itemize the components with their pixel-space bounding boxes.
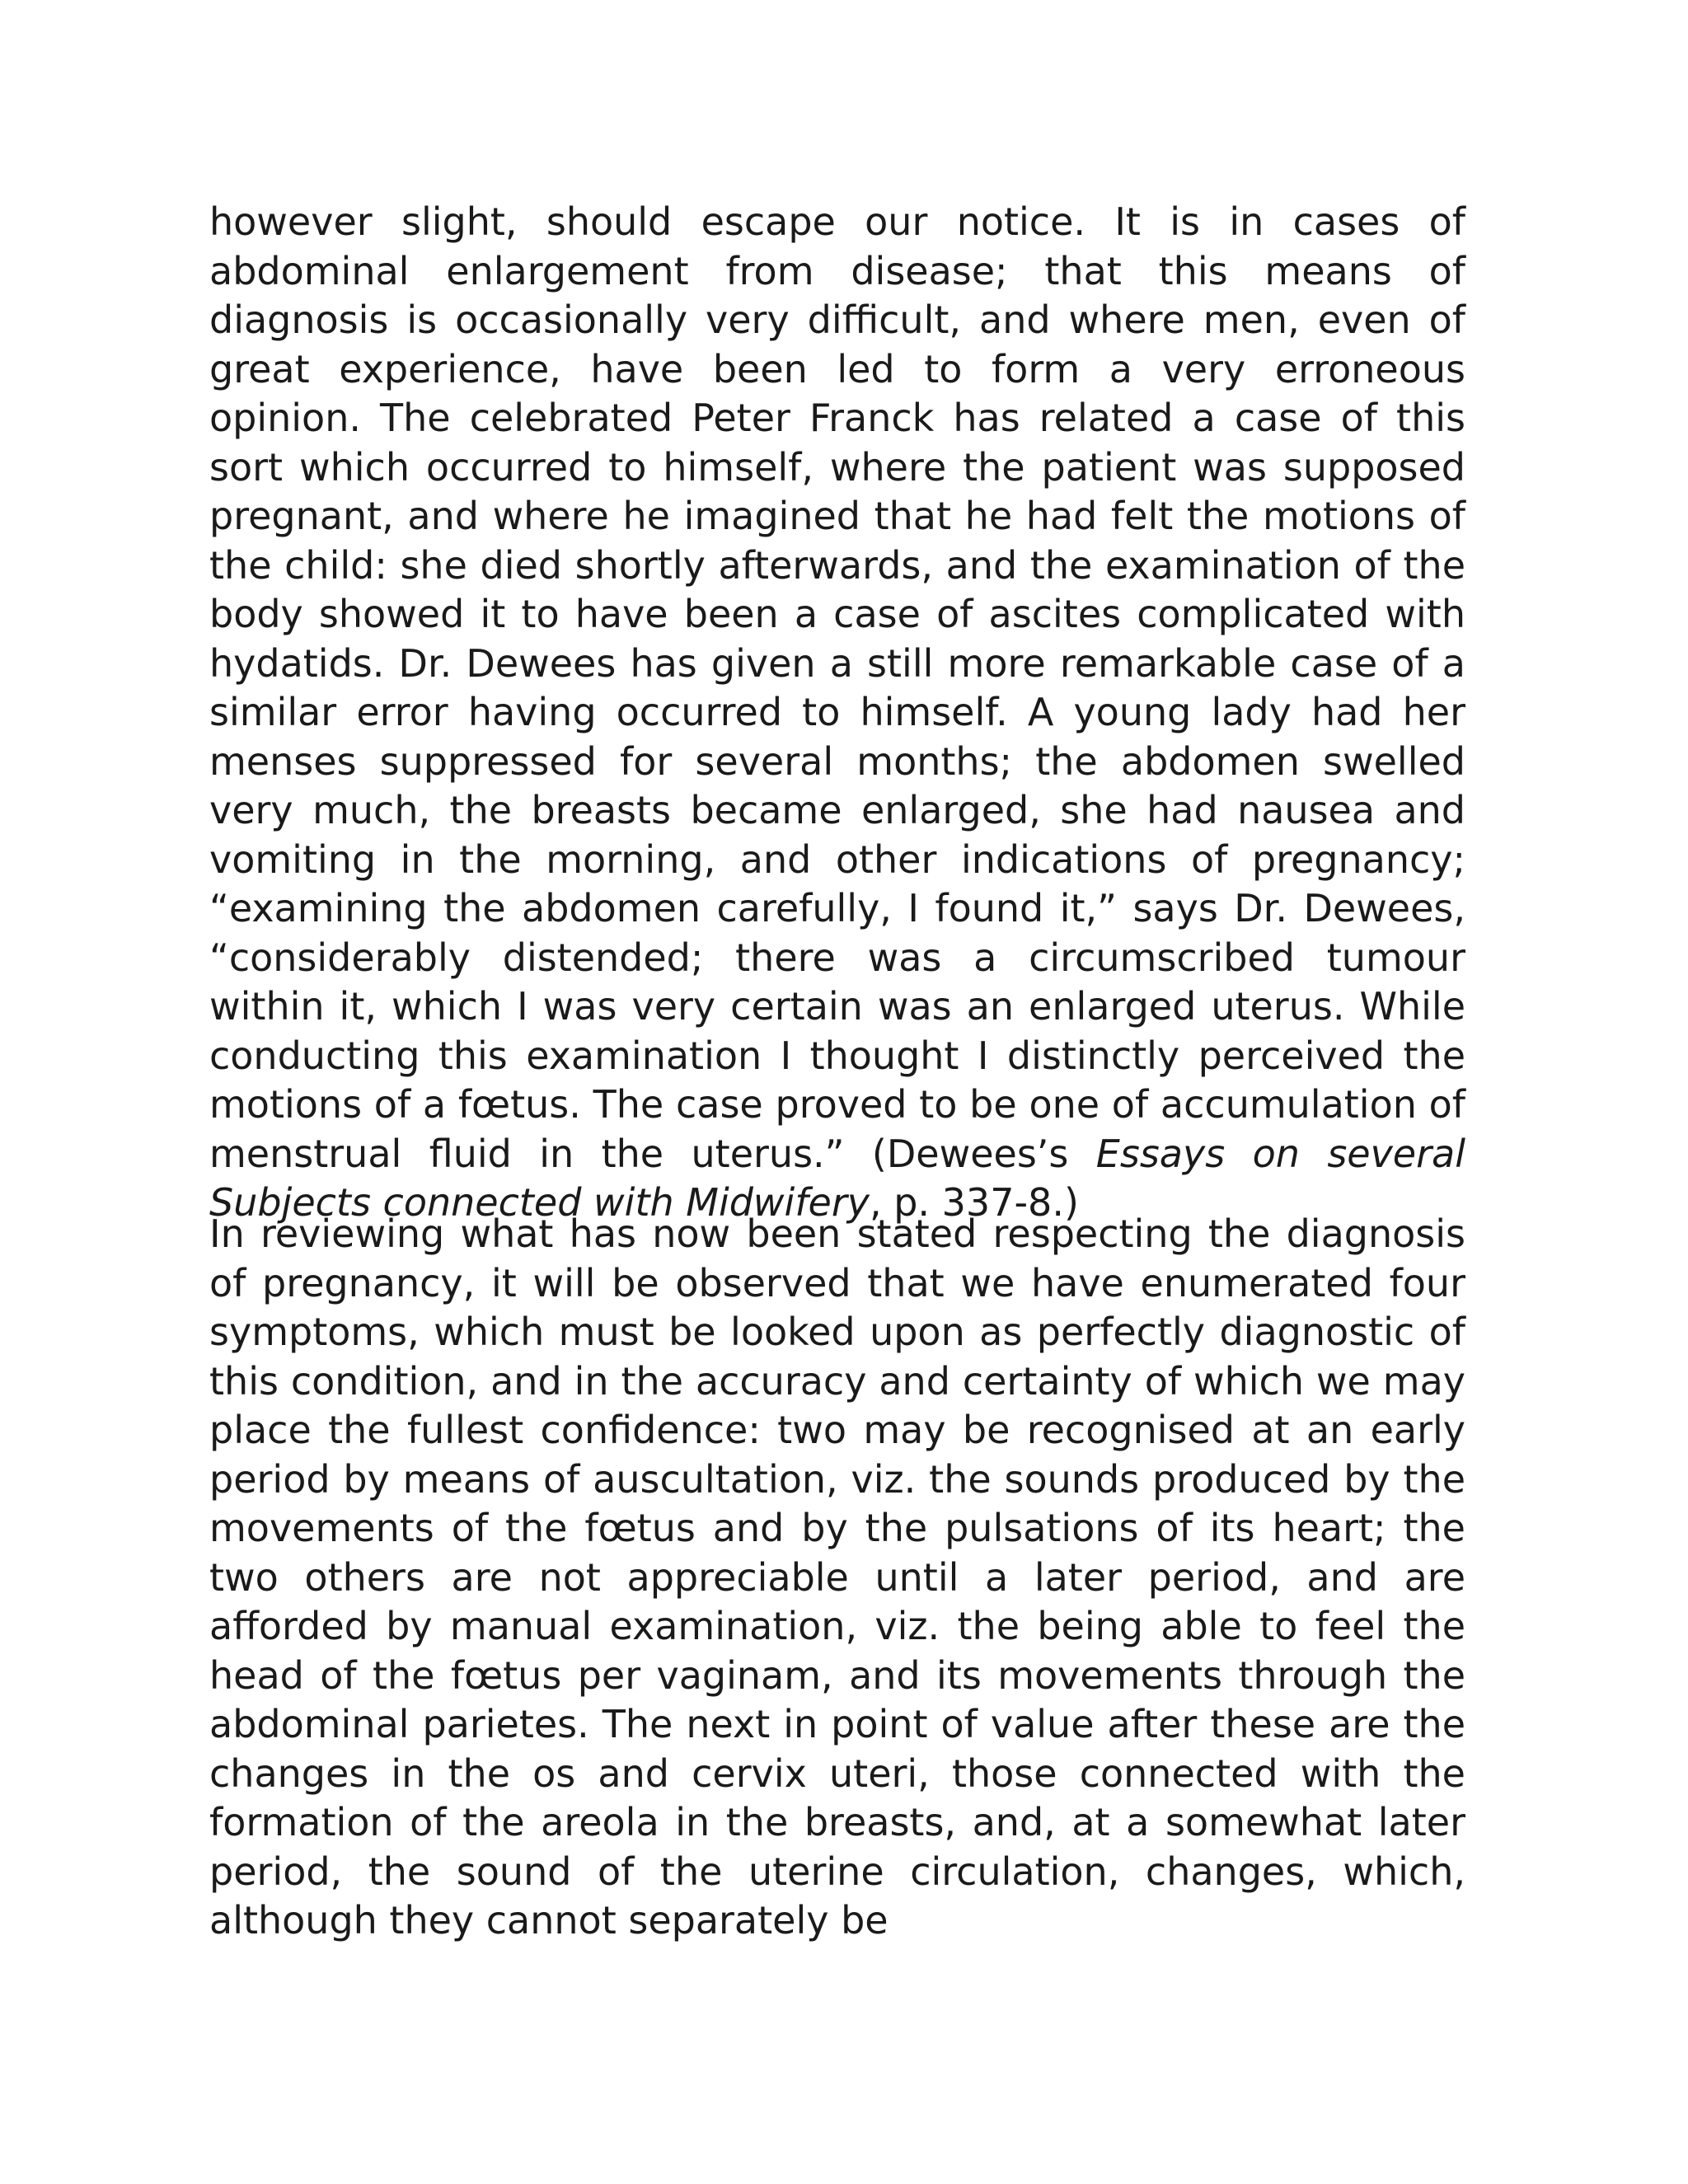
paragraph-1-text-after-title: , p. 337-8.) [869,1180,1079,1225]
book-title: Essays on several Subjects connected with Midwifery [209,1131,1465,1225]
paragraph-1 [209,198,1465,1228]
paragraph-2: In reviewing what has now been stated respecting the diagnosis of pregnancy, it will be observed that we have enumerated four symptoms, which must be looked upon as perfectly diagnostic of this condition, and in the accuracy and certainty of which we may place the fullest confidence: two may be recognised at an early period by means of auscultation, viz. the sounds produced by the movements of the fœtus and by the pulsations of its heart; the two others are not appreciable until a later period, and are afforded by manual examination, viz. the being able to feel the head of the fœtus per vaginam, and its movements through the abdominal parietes. The next in point of value after these are the changes in the os and cervix uteri, those connected with the formation of the areola in the breasts, and, at a somewhat later period, the sound of the uterine circulation, changes, which, although they cannot separately be [209,1212,1465,1943]
paragraph-1-text-before-title: however slight, should escape our notice. It is in cases of abdominal enlargement from disease; that this means of diagnosis is occasionally very difficult, and where men, even of great experience, have been led to form a very erroneous opinion. The celebrated Peter Franck has related a case of this sort which occurred to himself, where the patient was supposed pregnant, and where he imagined that he had felt the motions of the child: she died shortly afterwards, and the examination of the body showed it to have been a case of ascites complicated with hydatids. Dr. Dewees has given a still more remarkable case of a similar error having occurred to himself. A young lady had her menses suppressed for several months; the abdomen swelled very much, the breasts became enlarged, she had nausea and vomiting in the morning, and other indications of pregnancy; “examining the abdomen carefully, I found it,” says Dr. Dewees, “considerably distended; there was a circumscribed tumour within it, which I was very certain was an enlarged uterus. While conducting this examination I thought I distinctly perceived the motions of a fœtus. The case proved to be one of accumulation of menstrual fluid in the uterus.” (Dewees’s [209,199,1465,1176]
